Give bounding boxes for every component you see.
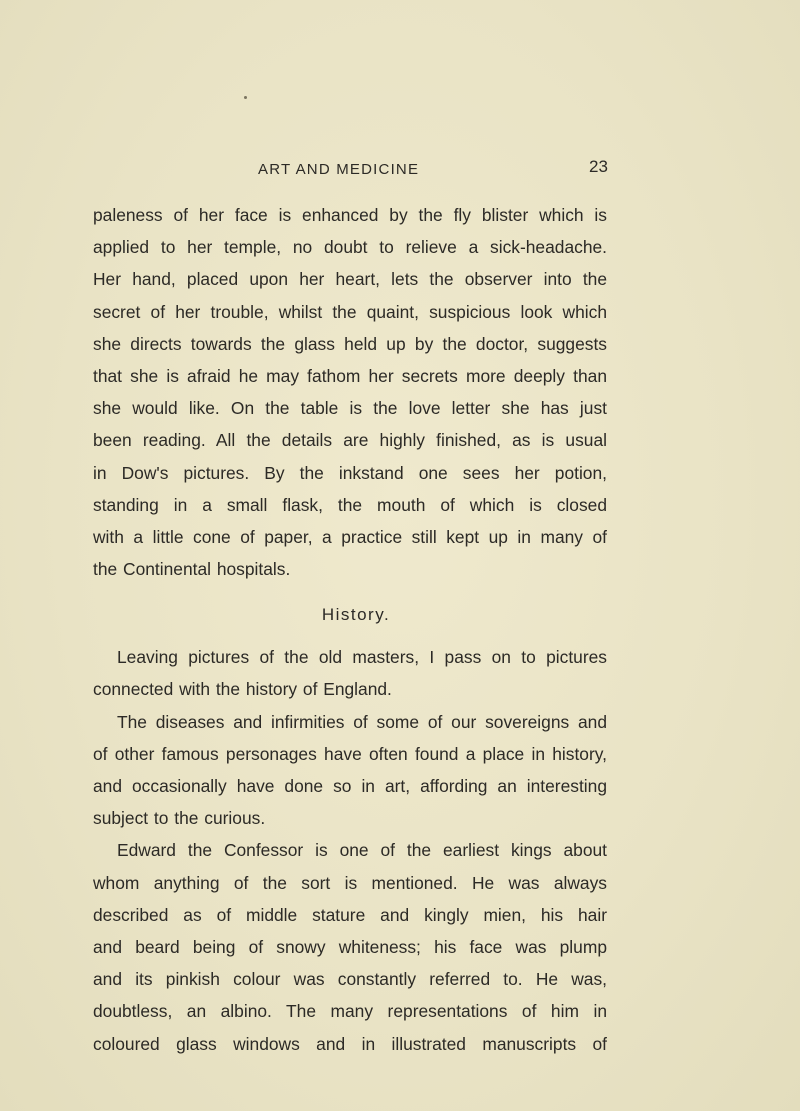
text-line: been reading. All the details are highly finished, as is usual: [93, 430, 607, 451]
section-heading: History.: [321, 605, 391, 625]
text-line: and beard being of snowy whiteness; his face was plump: [93, 936, 607, 957]
text-line: in Dow's pictures. By the inkstand one sees her potion,: [93, 462, 607, 483]
text-line: with a little cone of paper, a practice still kept up in many of: [93, 526, 607, 547]
text-line: applied to her temple, no doubt to relieve a sick-headache.: [93, 237, 607, 258]
text-line: coloured glass windows and in illustrated manuscripts of: [93, 1033, 607, 1054]
text-line: that she is afraid he may fathom her secrets more deeply than: [93, 365, 607, 386]
text-line: standing in a small flask, the mouth of which is closed: [93, 494, 607, 515]
text-line: Her hand, placed upon her heart, lets the observer into the: [93, 269, 607, 290]
text-line: described as of middle stature and kingly mien, his hair: [93, 904, 607, 925]
text-line: The diseases and infirmities of some of our sovereigns and: [117, 711, 607, 732]
text-line: and occasionally have done so in art, affording an interesting: [93, 776, 607, 796]
text-line: secret of her trouble, whilst the quaint, suspicious look which: [93, 301, 607, 322]
body-text: [93, 199, 607, 1060]
text-line: she would like. On the table is the love letter she has just: [93, 398, 607, 419]
text-line: paleness of her face is enhanced by the fly blister which is: [93, 205, 607, 225]
text-line: of other famous personages have often found a place in history,: [93, 743, 607, 764]
text-line: Leaving pictures of the old masters, I pass on to pictures: [117, 647, 607, 668]
text-line: she directs towards the glass held up by the doctor, suggests: [93, 333, 607, 354]
text-line: whom anything of the sort is mentioned. He was always: [93, 872, 607, 893]
text-line: connected with the history of England.: [93, 679, 392, 700]
text-line: Edward the Confessor is one of the earliest kings about: [117, 840, 607, 861]
running-head-title: ART AND MEDICINE: [258, 161, 420, 178]
text-line: doubtless, an albino. The many representations of him in: [93, 1001, 607, 1022]
running-head: [0, 157, 800, 187]
paper-speck: [244, 96, 247, 99]
page-number: 23: [589, 157, 608, 176]
text-line: subject to the curious.: [93, 808, 266, 829]
text-line: and its pinkish colour was constantly referred to. He was,: [93, 969, 607, 990]
text-line: the Continental hospitals.: [93, 559, 291, 580]
